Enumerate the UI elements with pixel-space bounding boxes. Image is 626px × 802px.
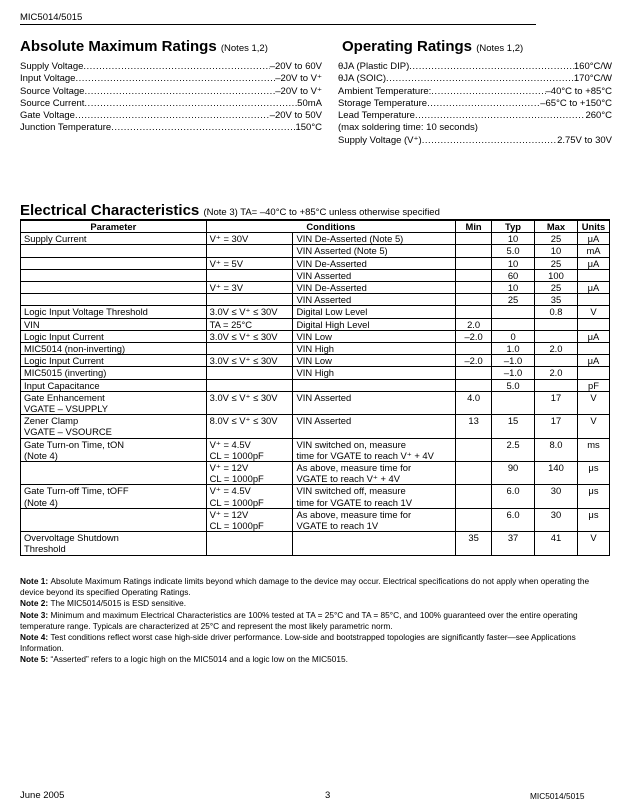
table-cell: 2.0 (535, 367, 578, 379)
table-cell: 10 (492, 282, 535, 294)
table-cell: μs (577, 462, 609, 485)
table-cell (535, 355, 578, 367)
op-ratings-notes: (Notes 1,2) (476, 43, 524, 54)
table-cell (21, 257, 207, 269)
table-cell: VIN High (293, 367, 456, 379)
table-cell (535, 330, 578, 342)
note (20, 610, 612, 632)
table-cell: 17 (535, 391, 578, 414)
column-header: Units (577, 220, 609, 233)
op-rating-item-value: 160°C/W (573, 61, 612, 72)
op-rating-item (338, 86, 612, 98)
table-cell: μs (577, 485, 609, 508)
column-header: Conditions (206, 220, 455, 233)
running-header: MIC5014/5015 (20, 12, 83, 23)
table-cell: V⁺ = 12V CL = 1000pF (206, 462, 293, 485)
table-cell (21, 462, 207, 485)
op-rating-item-value: –65°C to +150°C (540, 97, 612, 109)
table-cell: 8.0V ≤ V⁺ ≤ 30V (206, 415, 293, 438)
table-cell: 13 (456, 415, 492, 438)
header-rule (20, 24, 536, 25)
table-cell: Gate Enhancement VGATE – VSUPPLY (21, 391, 207, 414)
table-cell: 0 (492, 330, 535, 342)
table-cell: μA (577, 282, 609, 294)
table-cell (293, 379, 456, 391)
table-cell: 5.0 (492, 245, 535, 257)
table-cell: 100 (535, 269, 578, 281)
table-row (21, 367, 610, 379)
table-cell: 3.0V ≤ V⁺ ≤ 30V (206, 306, 293, 318)
table-cell (206, 343, 293, 355)
table-cell: V⁺ = 12V CL = 1000pF (206, 508, 293, 531)
table-cell: VIN De-Asserted (293, 257, 456, 269)
table-cell: 4.0 (456, 391, 492, 414)
table-row (21, 245, 610, 257)
table-cell: ms (577, 438, 609, 461)
table-cell: –2.0 (456, 330, 492, 342)
op-rating-item-value: –40°C to +85°C (545, 85, 612, 97)
op-rating-item-label: Lead Temperature (338, 110, 415, 122)
table-cell (492, 318, 535, 330)
leader-dots (427, 98, 540, 110)
table-cell (456, 462, 492, 485)
table-cell (21, 282, 207, 294)
op-rating-item-value: 170°C/W (573, 73, 612, 85)
table-row (21, 508, 610, 531)
table-cell (456, 282, 492, 294)
table-cell: 10 (535, 245, 578, 257)
table-cell (206, 532, 293, 555)
table-cell (492, 306, 535, 318)
note (20, 632, 612, 654)
column-header: Max (535, 220, 578, 233)
table-cell: pF (577, 379, 609, 391)
note-label: Note 4: (20, 632, 51, 643)
leader-dots (386, 73, 574, 85)
table-row (21, 233, 610, 245)
table-cell: μA (577, 330, 609, 342)
table-cell: 25 (492, 294, 535, 306)
footer-doc-id: MIC5014/5015 (530, 791, 585, 801)
table-cell (21, 508, 207, 531)
table-cell: 10 (492, 233, 535, 245)
abs-max-title-text: Absolute Maximum Ratings (20, 38, 217, 55)
op-rating-supply-label: Supply Voltage (V⁺) (338, 134, 422, 146)
table-cell: V (577, 306, 609, 318)
abs-max-item-label: Junction Temperature (20, 122, 112, 134)
table-cell: 41 (535, 532, 578, 555)
table-cell: VIN High (293, 343, 456, 355)
leader-dots (415, 110, 586, 122)
table-cell (21, 294, 207, 306)
abs-max-item-label: Source Current (20, 97, 85, 109)
table-cell: V⁺ = 30V (206, 233, 293, 245)
table-cell (456, 294, 492, 306)
leader-dots (84, 98, 297, 110)
table-cell (206, 245, 293, 257)
table-cell: –1.0 (492, 367, 535, 379)
table-cell (456, 306, 492, 318)
table-cell (456, 367, 492, 379)
leader-dots (111, 122, 295, 134)
table-row (21, 306, 610, 318)
table-cell: 37 (492, 532, 535, 555)
table-cell: TA = 25°C (206, 318, 293, 330)
leader-dots (409, 61, 574, 73)
table-row (21, 415, 610, 438)
table-cell: 2.0 (535, 343, 578, 355)
table-cell (535, 318, 578, 330)
note-label: Note 1: (20, 576, 51, 586)
abs-max-notes: (Notes 1,2) (220, 43, 268, 54)
table-cell: 3.0V ≤ V⁺ ≤ 30V (206, 391, 293, 414)
table-cell: As above, measure time for VGATE to reach 1V (293, 508, 456, 531)
note-text: Absolute Maximum Ratings indicate limits beyond which damage to the device may occur. Electrical specifications do not apply when operating the device beyond its specified Operating Ratings. (20, 576, 590, 598)
table-cell: Logic Input Current (21, 355, 207, 367)
op-rating-item-value: 260°C (585, 110, 612, 122)
table-cell (577, 318, 609, 330)
column-header: Parameter (21, 220, 207, 233)
leader-dots (84, 86, 275, 98)
table-cell (456, 508, 492, 531)
note (20, 654, 612, 665)
table-cell (535, 379, 578, 391)
table-cell: V⁺ = 4.5V CL = 1000pF (206, 485, 293, 508)
table-cell (456, 233, 492, 245)
abs-max-item (20, 73, 322, 85)
table-row (21, 379, 610, 391)
op-rating-item (338, 73, 612, 85)
table-cell: Zener Clamp VGATE – VSOURCE (21, 415, 207, 438)
table-cell: MIC5015 (inverting) (21, 367, 207, 379)
table-cell: VIN Asserted (293, 415, 456, 438)
table-cell: 35 (535, 294, 578, 306)
op-rating-item (338, 61, 612, 73)
table-row (21, 257, 610, 269)
table-cell: 60 (492, 269, 535, 281)
note (20, 598, 612, 609)
table-cell (577, 367, 609, 379)
table-row (21, 438, 610, 461)
table-cell: Logic Input Current (21, 330, 207, 342)
op-rating-item-label: Storage Temperature (338, 97, 428, 109)
notes-section (20, 576, 612, 666)
table-cell: V⁺ = 5V (206, 257, 293, 269)
table-cell: 0.8 (535, 306, 578, 318)
note-text: The MIC5014/5015 is ESD sensitive. (50, 598, 187, 609)
table-cell: μA (577, 257, 609, 269)
abs-max-item-value: 150°C (295, 122, 322, 134)
table-cell: Gate Turn-off Time, tOFF (Note 4) (21, 485, 207, 508)
table-cell: 140 (535, 462, 578, 485)
table-cell: 5.0 (492, 379, 535, 391)
abs-max-item-label: Gate Voltage (20, 110, 75, 122)
ec-title-text: Electrical Characteristics (20, 202, 200, 219)
table-cell: –1.0 (492, 355, 535, 367)
table-cell: 17 (535, 415, 578, 438)
table-cell: μA (577, 233, 609, 245)
footer-date: June 2005 (20, 790, 65, 801)
op-ratings-list (338, 61, 612, 147)
abs-max-item (20, 86, 322, 98)
table-cell: VIN switched on, measure time for VGATE to reach V⁺ + 4V (293, 438, 456, 461)
abs-max-item-value: 50mA (297, 97, 322, 109)
table-cell: V (577, 415, 609, 438)
table-cell: 90 (492, 462, 535, 485)
note-text: Test conditions reflect worst case high-side driver performance. Low-side and bootstrapped topologies are significantly faster—see Applications Information. (20, 632, 576, 654)
abs-max-item-label: Supply Voltage (20, 61, 84, 72)
table-row (21, 318, 610, 330)
table-cell: VIN Low (293, 330, 456, 342)
table-row (21, 294, 610, 306)
table-cell (577, 343, 609, 355)
table-cell (293, 532, 456, 555)
table-cell: –2.0 (456, 355, 492, 367)
table-cell (456, 343, 492, 355)
note-label: Note 5: (20, 654, 51, 665)
table-cell: 2.5 (492, 438, 535, 461)
table-cell: VIN Asserted (Note 5) (293, 245, 456, 257)
abs-max-item (20, 122, 322, 134)
ec-header-row (21, 220, 610, 233)
op-ratings-title (342, 38, 523, 55)
abs-max-list (20, 61, 322, 135)
table-cell: 8.0 (535, 438, 578, 461)
table-cell: μs (577, 508, 609, 531)
table-cell (456, 485, 492, 508)
leader-dots (75, 110, 270, 122)
table-cell (456, 269, 492, 281)
ec-subtitle: (Note 3) TA= –40°C to +85°C unless otherwise specified (203, 207, 440, 218)
table-cell: 1.0 (492, 343, 535, 355)
table-cell: 35 (456, 532, 492, 555)
table-cell (21, 245, 207, 257)
table-cell (206, 294, 293, 306)
leader-dots (75, 73, 275, 85)
note-label: Note 3: (20, 609, 51, 620)
table-cell: VIN switched off, measure time for VGATE to reach 1V (293, 485, 456, 508)
op-rating-item (338, 110, 612, 122)
note (20, 576, 612, 598)
note-text: “Asserted” refers to a logic high on the MIC5014 and a logic low on the MIC5015. (50, 654, 348, 665)
table-cell: VIN Asserted (293, 294, 456, 306)
table-cell (456, 379, 492, 391)
table-cell (456, 245, 492, 257)
table-row (21, 485, 610, 508)
table-cell: VIN Asserted (293, 391, 456, 414)
table-cell (492, 391, 535, 414)
table-row (21, 269, 610, 281)
op-rating-item (338, 98, 612, 110)
table-row (21, 532, 610, 555)
table-cell: V⁺ = 3V (206, 282, 293, 294)
table-cell: 10 (492, 257, 535, 269)
op-rating-item-label: θJA (SOIC) (338, 73, 387, 85)
table-cell: V⁺ = 4.5V CL = 1000pF (206, 438, 293, 461)
table-cell: 25 (535, 233, 578, 245)
table-cell: 3.0V ≤ V⁺ ≤ 30V (206, 330, 293, 342)
column-header: Typ (492, 220, 535, 233)
table-cell (456, 257, 492, 269)
table-cell: Gate Turn-on Time, tON (Note 4) (21, 438, 207, 461)
table-cell: 15 (492, 415, 535, 438)
table-row (21, 391, 610, 414)
leader-dots (83, 61, 269, 73)
table-cell: VIN Asserted (293, 269, 456, 281)
table-cell (577, 294, 609, 306)
table-cell: Digital Low Level (293, 306, 456, 318)
footer-page-number: 3 (325, 790, 331, 801)
table-cell: 25 (535, 257, 578, 269)
table-cell: 2.0 (456, 318, 492, 330)
table-cell: Logic Input Voltage Threshold (21, 306, 207, 318)
table-cell: 6.0 (492, 485, 535, 508)
table-cell (456, 438, 492, 461)
note-label: Note 2: (20, 598, 51, 609)
table-cell: 30 (535, 508, 578, 531)
electrical-characteristics-table (20, 219, 610, 556)
table-cell: Digital High Level (293, 318, 456, 330)
table-cell (577, 269, 609, 281)
table-cell: Supply Current (21, 233, 207, 245)
abs-max-item (20, 98, 322, 110)
abs-max-item-value: –20V to V⁺ (275, 85, 322, 97)
table-cell: VIN De-Asserted (Note 5) (293, 233, 456, 245)
abs-max-item-label: Source Voltage (20, 85, 85, 97)
table-row (21, 462, 610, 485)
table-cell: V (577, 391, 609, 414)
table-cell: 3.0V ≤ V⁺ ≤ 30V (206, 355, 293, 367)
table-cell: mA (577, 245, 609, 257)
op-rating-item-label: Ambient Temperature: (338, 85, 432, 97)
table-cell (206, 269, 293, 281)
table-cell (21, 269, 207, 281)
abs-max-item-value: –20V to 50V (269, 110, 322, 122)
table-row (21, 282, 610, 294)
table-cell: MIC5014 (non-inverting) (21, 343, 207, 355)
table-row (21, 343, 610, 355)
table-cell: μA (577, 355, 609, 367)
table-cell: 6.0 (492, 508, 535, 531)
table-row (21, 355, 610, 367)
op-ratings-title-text: Operating Ratings (342, 38, 473, 55)
op-rating-supply-value: 2.75V to 30V (557, 134, 612, 146)
abs-max-item (20, 110, 322, 122)
op-rating-item-label: θJA (Plastic DIP) (338, 61, 410, 72)
table-cell: VIN Low (293, 355, 456, 367)
abs-max-title (20, 38, 268, 55)
table-cell: VIN (21, 318, 207, 330)
table-cell (206, 379, 293, 391)
lead-temp-note: (max soldering time: 10 seconds) (338, 122, 478, 134)
table-row (21, 330, 610, 342)
table-cell: VIN De-Asserted (293, 282, 456, 294)
ec-title (20, 202, 440, 219)
table-cell: 25 (535, 282, 578, 294)
abs-max-item-label: Input Voltage (20, 73, 76, 85)
table-cell: 30 (535, 485, 578, 508)
table-cell: V (577, 532, 609, 555)
column-header: Min (456, 220, 492, 233)
leader-dots (422, 135, 557, 147)
table-cell (206, 367, 293, 379)
table-cell: Overvoltage Shutdown Threshold (21, 532, 207, 555)
table-cell: Input Capacitance (21, 379, 207, 391)
leader-dots (431, 86, 545, 98)
abs-max-item-value: –20V to 60V (269, 61, 322, 72)
op-rating-supply (338, 135, 612, 147)
note-text: Minimum and maximum Electrical Characteristics are 100% tested at TA = 25°C and TA = 85°C, and 100% guaranteed over the entire operating temperature range. Typicals are characterized at 25°C and represent the most likely parametric norm. (20, 609, 578, 631)
abs-max-item (20, 61, 322, 73)
abs-max-item-value: –20V to V⁺ (275, 73, 322, 85)
table-cell: As above, measure time for VGATE to reach V⁺ + 4V (293, 462, 456, 485)
